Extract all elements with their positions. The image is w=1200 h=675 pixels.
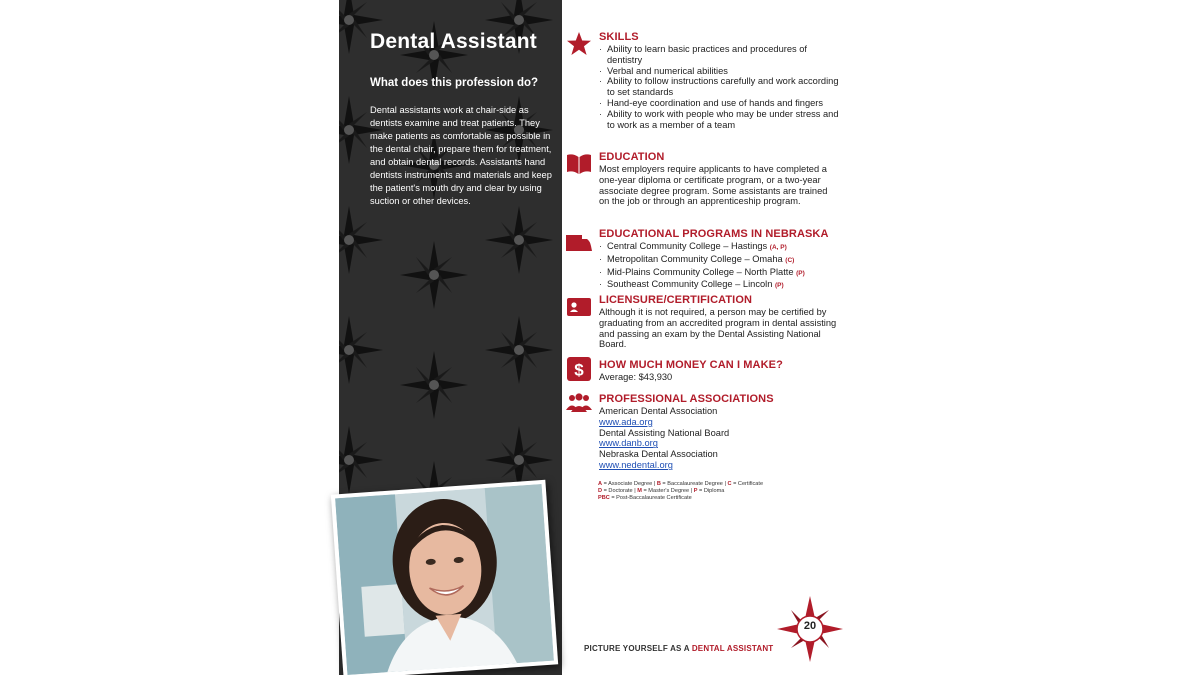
footer-profession: DENTAL ASSISTANT [691, 644, 774, 653]
legend-line [598, 495, 828, 502]
id-card-icon [566, 294, 592, 320]
program-name: Mid-Plains Community College – North Platte [607, 266, 794, 277]
associations-section [566, 390, 836, 472]
association-link[interactable]: www.ada.org [599, 416, 653, 427]
legend-value: = Associate Degree | [602, 481, 657, 487]
education-section [566, 151, 836, 221]
legend-key: A [598, 481, 603, 487]
education-heading: EDUCATION [599, 151, 665, 163]
programs-heading: EDUCATIONAL PROGRAMS IN NEBRASKA [599, 228, 829, 240]
legend-line [598, 481, 828, 488]
list-item: · Verbal and numerical abilities [599, 66, 839, 77]
page-footer [584, 644, 773, 653]
credential-tag: (A, P) [769, 244, 787, 251]
associations-heading: PROFESSIONAL ASSOCIATIONS [599, 393, 774, 405]
dental-assistant-photo [335, 484, 554, 675]
legend-key: P [693, 488, 698, 494]
footer-prefix: PICTURE YOURSELF AS A [584, 644, 692, 653]
profession-question: What does this profession do? [370, 77, 539, 89]
association-link[interactable]: www.nedental.org [599, 459, 673, 470]
legend-value: = Diploma [697, 488, 725, 494]
programs-list [599, 241, 839, 292]
association-name: Nebraska Dental Association [599, 449, 718, 460]
people-icon [566, 390, 592, 416]
nebraska-map-icon [566, 230, 592, 256]
skills-section [566, 31, 839, 143]
money-heading: HOW MUCH MONEY CAN I MAKE? [599, 359, 783, 371]
star-icon [566, 31, 592, 57]
association-name: American Dental Association [599, 406, 718, 416]
list-item [599, 254, 839, 267]
legend-value: = Post-Baccalaureate Certificate [609, 495, 692, 501]
profession-description: Dental assistants work at chair-side as dentists examine and treat patients. They make patients as comfortable as possible in the dental chair, prepare them for treatment, and obtain dental records. Assistants hand dentists instruments and materials and keep the patient's mouth dry and clear by using suction or other devices. [370, 105, 552, 206]
program-name: Central Community College – Hastings [607, 241, 768, 251]
licensure-heading: LICENSURE/CERTIFICATION [599, 294, 753, 306]
legend-value: = Master's Degree | [641, 488, 694, 494]
legend-value: = Certificate [731, 481, 764, 487]
skills-heading: SKILLS [599, 31, 639, 43]
book-icon [566, 151, 592, 177]
licensure-section [566, 294, 836, 350]
association-name: Dental Assisting National Board [599, 427, 730, 438]
legend-value: = Doctorate | [602, 488, 638, 494]
legend-line [598, 488, 828, 495]
dental-assistant-photo-frame [331, 480, 558, 675]
association-link[interactable]: www.danb.org [599, 438, 658, 449]
program-name: Southeast Community College – Lincoln [607, 279, 773, 290]
list-item: · Hand-eye coordination and use of hands and fingers [599, 98, 839, 109]
legend-key: M [637, 488, 642, 494]
programs-section [566, 228, 836, 290]
average-salary: Average: $43,930 [599, 372, 673, 382]
legend-key: PBC [598, 495, 610, 501]
credential-tag: (C) [785, 256, 795, 264]
list-item: · Ability to work with people who may be under stress and to work as a member of a team [599, 109, 839, 131]
education-text: Most employers require applicants to have completed a one-year diploma or certificate program, or a two-year associate degree program. Some assistants are trained on the job or through an apprenticeship program. [599, 164, 828, 207]
page-number: 20 [803, 620, 817, 632]
program-name: Metropolitan Community College – Omaha [607, 253, 783, 264]
legend-key: B [656, 481, 661, 487]
list-item [599, 279, 839, 292]
list-item: · Ability to learn basic practices and procedures of dentistry [599, 44, 839, 66]
list-item [599, 267, 839, 280]
dollar-icon [566, 356, 592, 382]
legend-value: = Baccalaureate Degree | [660, 481, 728, 487]
credential-tag: (P) [796, 269, 805, 277]
list-item [599, 241, 839, 254]
list-item: · Ability to follow instructions carefully and work according to set standards [599, 76, 839, 98]
legend-key: C [727, 481, 732, 487]
licensure-text: Although it is not required, a person may be certified by graduating from an accredited program in dental assisting and passing an exam by the Dental Assisting National Board. [599, 307, 837, 350]
credential-legend [598, 481, 828, 502]
page-title: Dental Assistant [370, 30, 537, 53]
legend-key: D [598, 488, 603, 494]
money-section [566, 356, 836, 384]
credential-tag: (P) [774, 282, 784, 290]
svg-text:$: $ [574, 360, 584, 380]
skills-list [599, 44, 839, 130]
